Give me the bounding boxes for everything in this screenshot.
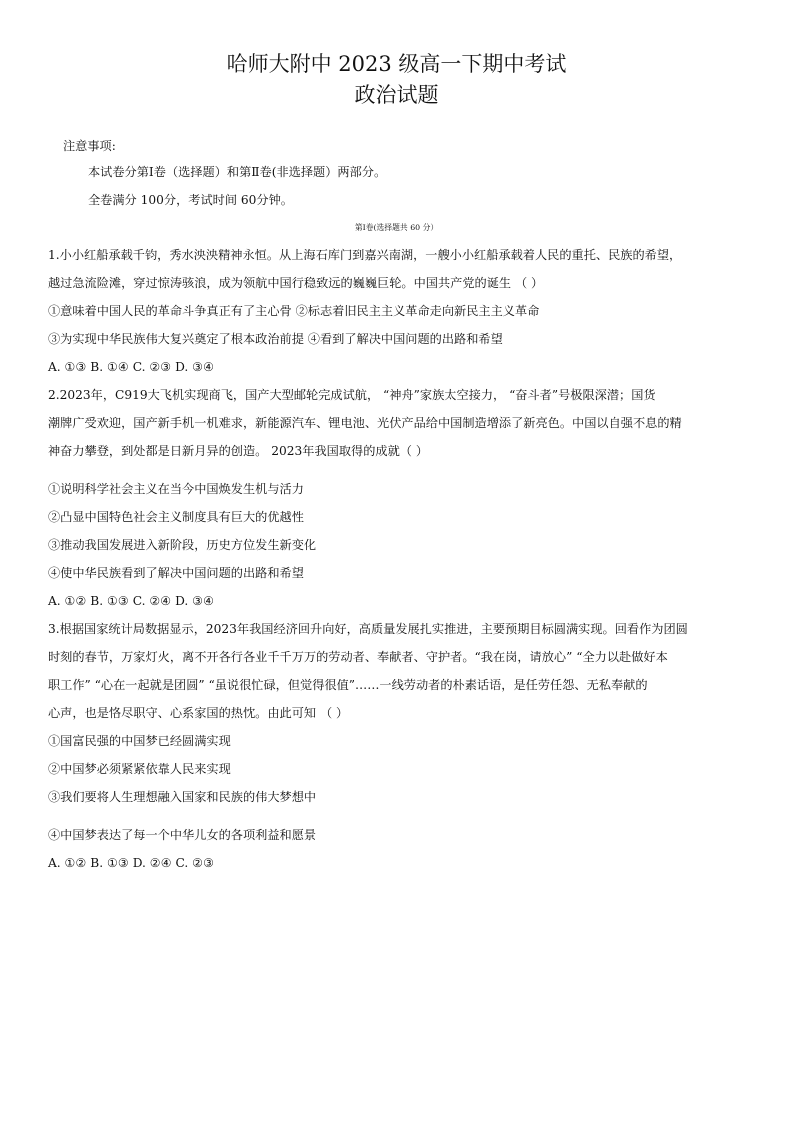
q1-option-line-1: ①意味着中国人民的革命斗争真正有了主心骨 ②标志着旧民主主义革命走向新民主主义革命: [48, 304, 540, 318]
q2-option-4: ④使中华民族看到了解决中国问题的出路和希望: [48, 566, 304, 580]
q2-answers: A. ①② B. ①③ C. ②④ D. ③④: [48, 594, 215, 608]
q3-option-2: ②中国梦必须紧紧依靠人民来实现: [48, 762, 231, 776]
q3-answers: A. ①② B. ①③ D. ②④ C. ②③: [48, 856, 215, 870]
q3-stem-line-4: 心声，也是恪尽职守、心系家国的热忱。由此可知 （ ）: [48, 706, 349, 720]
exam-title: 哈师大附中 2023 级高一下期中考试: [226, 52, 567, 76]
section-title: 第Ⅰ卷(选择题共 60 分）: [354, 223, 439, 232]
q2-option-1: ①说明科学社会主义在当今中国焕发生机与活力: [48, 482, 304, 496]
notice-line-2: 全卷满分 100分，考试时间 60分钟。: [88, 193, 293, 207]
exam-subtitle: 政治试题: [354, 83, 439, 107]
q3-option-3: ③我们要将人生理想融入国家和民族的伟大梦想中: [48, 790, 317, 804]
q1-stem-line-2: 越过急流险滩，穿过惊涛骇浪，成为领航中国行稳致远的巍巍巨轮。中国共产党的诞生 （ ）: [48, 276, 544, 290]
q1-answers: A. ①③ B. ①④ C. ②③ D. ③④: [48, 360, 215, 374]
q3-option-1: ①国富民强的中国梦已经圆满实现: [48, 734, 231, 748]
q2-option-3: ③推动我国发展进入新阶段，历史方位发生新变化: [48, 538, 317, 552]
notice-line-1: 本试卷分第Ⅰ卷（选择题）和第Ⅱ卷(非选择题）两部分。: [88, 165, 387, 179]
q2-stem-line-2: 潮牌广受欢迎，国产新手机一机难求，新能源汽车、锂电池、光伏产品给中国制造增添了新亮色。中国以自强不息的精: [48, 416, 682, 430]
q2-stem-line-3: 神奋力攀登，到处都是日新月异的创造。 2023年我国取得的成就（ ）: [48, 444, 429, 458]
notice-heading: 注意事项:: [63, 139, 116, 153]
q3-stem-line-2: 时刻的春节，万家灯火，离不开各行各业千千万万的劳动者、奉献者、守护者。“我在岗，请放心” “全力以赴做好本: [48, 650, 668, 664]
q3-stem-line-3: 职工作” “心在一起就是团圆” “虽说很忙碌，但觉得很值”……一线劳动者的朴素话语，是任劳任怨、无私奉献的: [48, 678, 648, 692]
q1-stem-line-1: 1.小小红船承载千钧，秀水泱泱精神永恒。从上海石库门到嘉兴南湖，一艘小小红船承载着人民的重托、民族的希望，: [48, 248, 682, 262]
q2-stem-line-1: 2.2023年，C919大飞机实现商飞，国产大型邮轮完成试航， “神舟”家族太空接力， “奋斗者”号极限深潜；国货: [48, 388, 656, 402]
q3-stem-line-1: 3.根据国家统计局数据显示，2023年我国经济回升向好，高质量发展扎实推进，主要预期目标圆满实现。回看作为团圆: [48, 622, 688, 636]
q3-option-4: ④中国梦表达了每一个中华儿女的各项利益和愿景: [48, 828, 317, 842]
q2-option-2: ②凸显中国特色社会主义制度具有巨大的优越性: [48, 510, 304, 524]
q1-option-line-2: ③为实现中华民族伟大复兴奠定了根本政治前提 ④看到了解决中国问题的出路和希望: [48, 332, 503, 346]
